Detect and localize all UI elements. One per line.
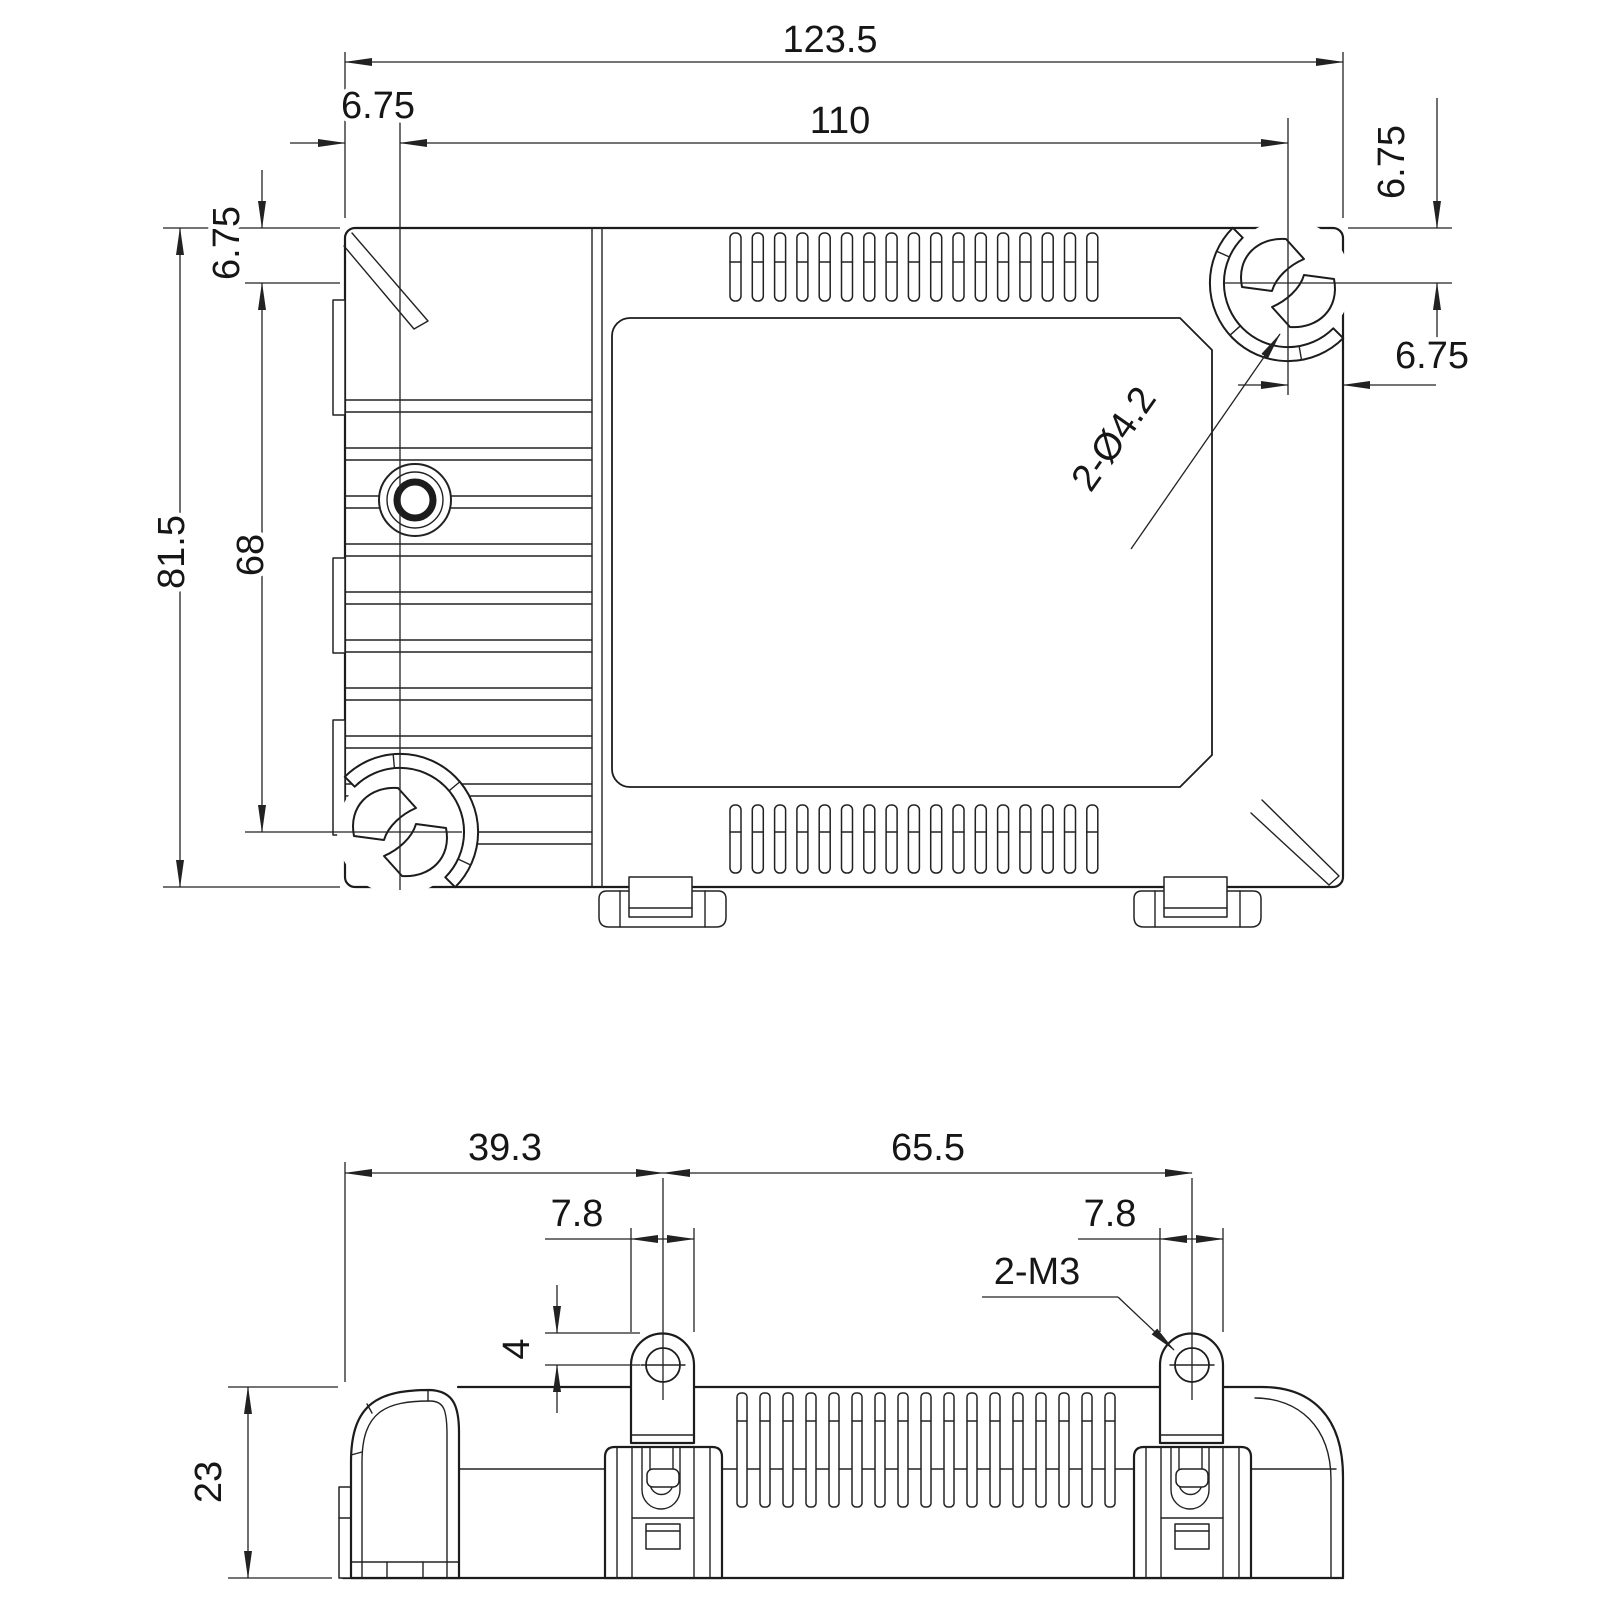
label-area (612, 318, 1212, 787)
mounting-hole-top-right (1210, 220, 1351, 361)
mounting-hole-bottom-left (337, 754, 478, 895)
label-mounting-holes: 2-Ø4.2 (1063, 379, 1165, 499)
left-edge-tab (333, 558, 345, 653)
chamfer-top-left (344, 233, 428, 329)
dim-lug-width-right: 7.8 (1083, 1193, 1137, 1235)
dim-offset-left-vertical: 6.75 (206, 206, 248, 280)
dim-lug-width-left: 7.8 (550, 1193, 604, 1235)
vent-slots-top (730, 233, 1098, 301)
snap-clip-right (1134, 877, 1261, 927)
dim-body-height: 23 (188, 1460, 230, 1504)
dim-overall-width: 123.5 (782, 19, 878, 61)
label-screw-holes: 2-M3 (993, 1251, 1081, 1293)
dim-lug-hole-drop: 4 (496, 1338, 538, 1360)
din-clip-right (1134, 1447, 1251, 1578)
left-edge-tab (333, 300, 345, 415)
din-clip-left (605, 1447, 722, 1578)
dim-lug-spacing: 65.5 (891, 1127, 965, 1169)
vent-slots-bottom (730, 805, 1098, 873)
chamfer-bottom-right (1251, 800, 1339, 885)
potentiometer (379, 464, 451, 536)
dim-overall-height: 81.5 (151, 515, 193, 589)
top-view (333, 220, 1351, 927)
dim-hole-spacing-h: 110 (809, 100, 871, 142)
right-end-cap-inner (1255, 1398, 1331, 1578)
left-end-cap (339, 1390, 459, 1578)
side-vent-fins (737, 1393, 1115, 1507)
dim-offset-right-horizontal: 6.75 (1395, 335, 1469, 377)
dim-hole-spacing-v: 68 (230, 533, 272, 577)
dim-left-to-lug: 39.3 (468, 1127, 542, 1169)
snap-clip-left (599, 877, 726, 927)
dim-offset-top-left: 6.75 (341, 85, 415, 127)
dimensions-top-view (151, 19, 1469, 890)
enclosure-outline (345, 228, 1343, 887)
dim-offset-right-vertical: 6.75 (1371, 125, 1413, 199)
